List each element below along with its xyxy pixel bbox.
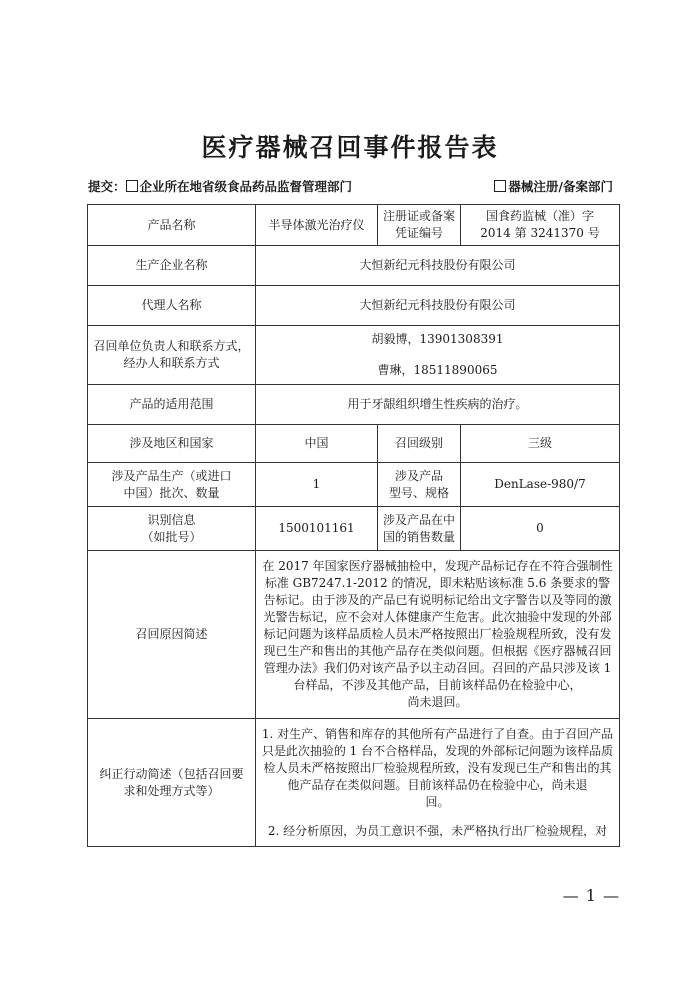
scope-label: 产品的适用范围 bbox=[88, 385, 256, 425]
row-region bbox=[88, 425, 620, 463]
batch-value: 1 bbox=[256, 463, 378, 507]
product-name-value: 半导体激光治疗仪 bbox=[256, 205, 378, 246]
contact-person-2: 曹琳，18511890065 bbox=[377, 363, 498, 377]
row-scope bbox=[88, 385, 620, 425]
page-number: — 1 — bbox=[562, 886, 620, 905]
submit-option-registration-label: 器械注册/备案部门 bbox=[508, 179, 613, 194]
checkbox-province[interactable] bbox=[126, 180, 138, 192]
row-manufacturer bbox=[88, 246, 620, 286]
model-label: 涉及产品 型号、规格 bbox=[378, 463, 461, 507]
row-identification bbox=[88, 507, 620, 551]
batch-label: 涉及产品生产（或进口 中国）批次、数量 bbox=[88, 463, 256, 507]
row-contact bbox=[88, 326, 620, 385]
id-label: 识别信息 （如批号） bbox=[88, 507, 256, 551]
contact-label: 召回单位负责人和联系方式， 经办人和联系方式 bbox=[88, 326, 256, 385]
checkbox-registration[interactable] bbox=[494, 180, 506, 192]
corrective-label: 纠正行动简述（包括召回要 求和处理方式等） bbox=[88, 719, 256, 847]
recall-report-table bbox=[87, 204, 620, 847]
submit-option-registration bbox=[494, 177, 613, 195]
model-value: DenLase-980/7 bbox=[461, 463, 620, 507]
scope-value: 用于牙龈组织增生性疾病的治疗。 bbox=[256, 385, 620, 425]
reason-value: 在 2017 年国家医疗器械抽检中，发现产品标记存在不符合强制性标准 GB7247.1-2012 的情况，即未粘贴该标准 5.6 条要求的警告标记。由于涉及的产品已有说明标记给出文字警告以及等同的激光警告标记，应不会对人体健康产生危害。此次抽验中发现的外部标记问题为该样品质检人员未严格按照出厂检验规程所致，没有发现已生产和售出的其他产品存在类似问题。但根据《医疗器械召回管理办法》我们仍对该产品予以主动召回。召回的产品只涉及该 1 台样品，不涉及其他产品，目前该样品仍在检验中心， 尚未退回。 bbox=[256, 551, 620, 719]
page-title: 医疗器械召回事件报告表 bbox=[201, 133, 499, 162]
manufacturer-label: 生产企业名称 bbox=[88, 246, 256, 286]
row-reason bbox=[88, 551, 620, 719]
row-agent bbox=[88, 286, 620, 326]
level-label: 召回级别 bbox=[378, 425, 461, 463]
china-qty-label: 涉及产品在中 国的销售数量 bbox=[378, 507, 461, 551]
submit-option-province-label: 企业所在地省级食品药品监督管理部门 bbox=[139, 179, 353, 194]
corrective-value bbox=[256, 719, 620, 847]
product-name-label: 产品名称 bbox=[88, 205, 256, 246]
row-batch bbox=[88, 463, 620, 507]
submit-row bbox=[88, 177, 613, 195]
registration-value: 国食药监械（准）字 2014 第 3241370 号 bbox=[461, 205, 620, 246]
submit-option-province bbox=[88, 177, 352, 195]
contact-person-1: 胡毅博，13901308391 bbox=[371, 332, 504, 346]
submit-label: 提交： bbox=[88, 179, 126, 194]
registration-label: 注册证或备案 凭证编号 bbox=[378, 205, 461, 246]
agent-label: 代理人名称 bbox=[88, 286, 256, 326]
agent-value: 大恒新纪元科技股份有限公司 bbox=[256, 286, 620, 326]
row-corrective bbox=[88, 719, 620, 847]
corrective-paragraph-1: 1. 对生产、销售和库存的其他所有产品进行了自查。由于召回产品只是此次抽验的 1 台不合格样品，发现的外部标记问题为该样品质检人员未严格按照出厂检验规程所致，没有发现已生产和售出的其他产品存在类似问题。目前该样品仍在检验中心，尚未退 回。 bbox=[261, 726, 614, 809]
level-value: 三级 bbox=[461, 425, 620, 463]
reason-label: 召回原因简述 bbox=[88, 551, 256, 719]
region-value: 中国 bbox=[256, 425, 378, 463]
corrective-paragraph-2: 2. 经分析原因，为员工意识不强，未严格执行出厂检验规程，对 bbox=[267, 823, 608, 838]
id-value: 1500101161 bbox=[256, 507, 378, 551]
contact-value bbox=[256, 326, 620, 385]
china-qty-value: 0 bbox=[461, 507, 620, 551]
row-product-name bbox=[88, 205, 620, 246]
region-label: 涉及地区和国家 bbox=[88, 425, 256, 463]
manufacturer-value: 大恒新纪元科技股份有限公司 bbox=[256, 246, 620, 286]
